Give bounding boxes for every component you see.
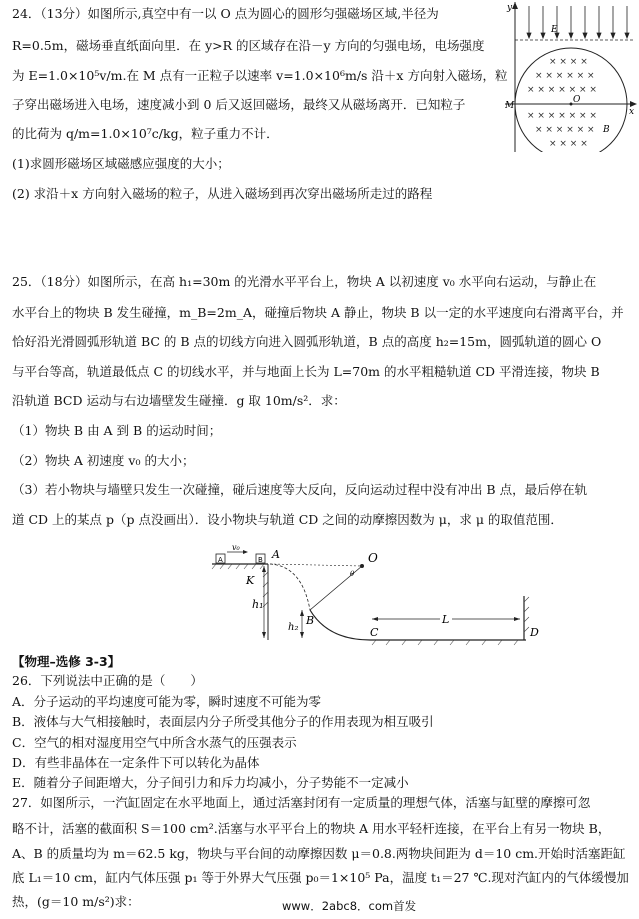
block-b-label: B bbox=[258, 556, 263, 564]
length-L-label: L bbox=[442, 613, 450, 626]
point-C-label: C bbox=[370, 626, 379, 639]
label-B: B bbox=[603, 125, 610, 135]
magnetic-field-diagram bbox=[505, 2, 637, 152]
svg-text:× × × ×: × × × × bbox=[549, 139, 588, 149]
svg-text:× × × × × ×: × × × × × × bbox=[535, 71, 595, 81]
cross-markers bbox=[527, 57, 597, 149]
point-A-label: A bbox=[272, 548, 280, 561]
label-E: E bbox=[551, 25, 558, 35]
q24-line-5: 的比荷为 q/m=1.0×10⁷c/kg，粒子重力不计． bbox=[12, 126, 279, 141]
q25-line-4: 与平台等高，轨道最低点 C 的切线水平，并与地面上长为 L=70m 的水平粗糙轨道 CD 平滑连接，物块 B bbox=[12, 364, 600, 379]
footer-watermark: www．2abc8．com首发 bbox=[282, 899, 417, 913]
q25-line-8: （3）若小物块与墙壁只发生一次碰撞，碰后速度等大反向，反向运动过程中没有冲出 B 点，最后停在轨 bbox=[12, 482, 588, 497]
svg-text:× × × × × × ×: × × × × × × × bbox=[527, 85, 597, 95]
q27-line-2: 略不计，活塞的截面积 S＝100 cm².活塞与水平平台上的物块 A 用水平轻杆连接，在平台上有另一物块 B， bbox=[12, 821, 611, 836]
v0-label: v₀ bbox=[232, 544, 240, 552]
theta-label: θ bbox=[350, 570, 355, 578]
q24-line-4: 子穿出磁场进入电场，速度减小到 0 后又返回磁场，最终又从磁场离开．已知粒子 bbox=[12, 97, 466, 112]
height-h2-label: h₂ bbox=[288, 622, 299, 633]
section-title: 【物理–选修 3-3】 bbox=[12, 654, 121, 669]
label-M: M bbox=[505, 101, 515, 111]
q26-option-e: E．随着分子间距增大，分子间引力和斥力均减小，分子势能不一定减小 bbox=[12, 775, 409, 790]
q27-line-1: 27．如图所示，一汽缸固定在水平地面上，通过活塞封闭有一定质量的理想气体，活塞与缸壁的摩擦可忽 bbox=[12, 795, 591, 810]
svg-text:× × × ×: × × × × bbox=[549, 57, 588, 67]
q25-line-9: 道 CD 上的某点 p（p 点没画出）．设小物块与轨道 CD 之间的动摩擦因数为 μ，求 μ 的取值范围． bbox=[12, 512, 563, 527]
svg-text:× × × × × × ×: × × × × × × × bbox=[527, 111, 597, 121]
q24-line-1: 24．（13分）如图所示,真空中有一以 O 点为圆心的圆形匀强磁场区域,半径为 bbox=[12, 6, 439, 21]
svg-text:× × × × × ×: × × × × × × bbox=[535, 125, 595, 135]
point-K-label: K bbox=[246, 574, 255, 587]
q25-line-1: 25．（18分）如图所示，在高 h₁=30m 的光滑水平平台上，物块 A 以初速度 v₀ 水平向右运动，与静止在 bbox=[12, 274, 597, 289]
label-x: x bbox=[629, 107, 635, 117]
q24-line-6: (1)求圆形磁场区域磁感应强度的大小； bbox=[12, 156, 230, 171]
q25-line-6: （1）物块 B 由 A 到 B 的运动时间； bbox=[12, 423, 222, 438]
point-O-label: O bbox=[368, 551, 378, 565]
point-D-label: D bbox=[530, 626, 539, 639]
q25-line-2: 水平台上的物块 B 发生碰撞，m_B=2m_A，碰撞后物块 A 静止，物块 B 以一定的水平速度向右滑离平台，并 bbox=[12, 305, 624, 320]
q26-option-c: C．空气的相对湿度用空气中所含水蒸气的压强表示 bbox=[12, 735, 297, 750]
block-a-label: A bbox=[218, 556, 223, 564]
q27-line-3: A、B 的质量均为 m＝62.5 kg，物块与平台间的动摩擦因数 μ＝0.8.两物块间距为 d＝10 cm.开始时活塞距缸 bbox=[12, 846, 626, 861]
height-h1-label: h₁ bbox=[252, 598, 264, 611]
q26-line-1: 26．下列说法中正确的是（ ） bbox=[12, 673, 203, 688]
q24-line-7: (2) 求沿＋x 方向射入磁场的粒子，从进入磁场到再次穿出磁场所走过的路程 bbox=[12, 186, 433, 201]
label-O: O bbox=[573, 95, 581, 105]
point-B-label: B bbox=[306, 614, 315, 627]
q27-line-5: 热，(g＝10 m/s²)求： bbox=[12, 894, 140, 909]
q24-line-2: R=0.5m，磁场垂直纸面向里．在 y>R 的区域存在沿－y 方向的匀强电场，电场强度 bbox=[12, 38, 485, 53]
q24-line-3: 为 E=1.0×10⁵v/m.在 M 点有一正粒子以速率 v=1.0×10⁶m/s 沿＋x 方向射入磁场，粒 bbox=[12, 68, 508, 83]
label-y: y bbox=[507, 3, 513, 13]
q26-option-b: B．液体与大气相接触时，表面层内分子所受其他分子的作用表现为相互吸引 bbox=[12, 714, 434, 729]
q27-line-4: 底 L₁＝10 cm，缸内气体压强 p₁ 等于外界大气压强 p₀＝1×10⁵ Pa，温度 t₁＝27 ℃.现对汽缸内的气体缓慢加 bbox=[12, 870, 629, 885]
q25-line-5: 沿轨道 BCD 运动与右边墙壁发生碰撞．g 取 10m/s²．求： bbox=[12, 393, 346, 408]
track-diagram bbox=[210, 544, 545, 652]
q26-option-a: A．分子运动的平均速度可能为零，瞬时速度不可能为零 bbox=[12, 694, 322, 709]
q26-option-d: D．有些非晶体在一定条件下可以转化为晶体 bbox=[12, 755, 260, 770]
q25-line-7: （2）物块 A 初速度 v₀ 的大小； bbox=[12, 453, 195, 468]
q25-line-3: 恰好沿光滑圆弧形轨道 BC 的 B 点的切线方向进入圆弧形轨道，B 点的高度 h₂=15m，圆弧轨道的圆心 O bbox=[12, 334, 602, 349]
